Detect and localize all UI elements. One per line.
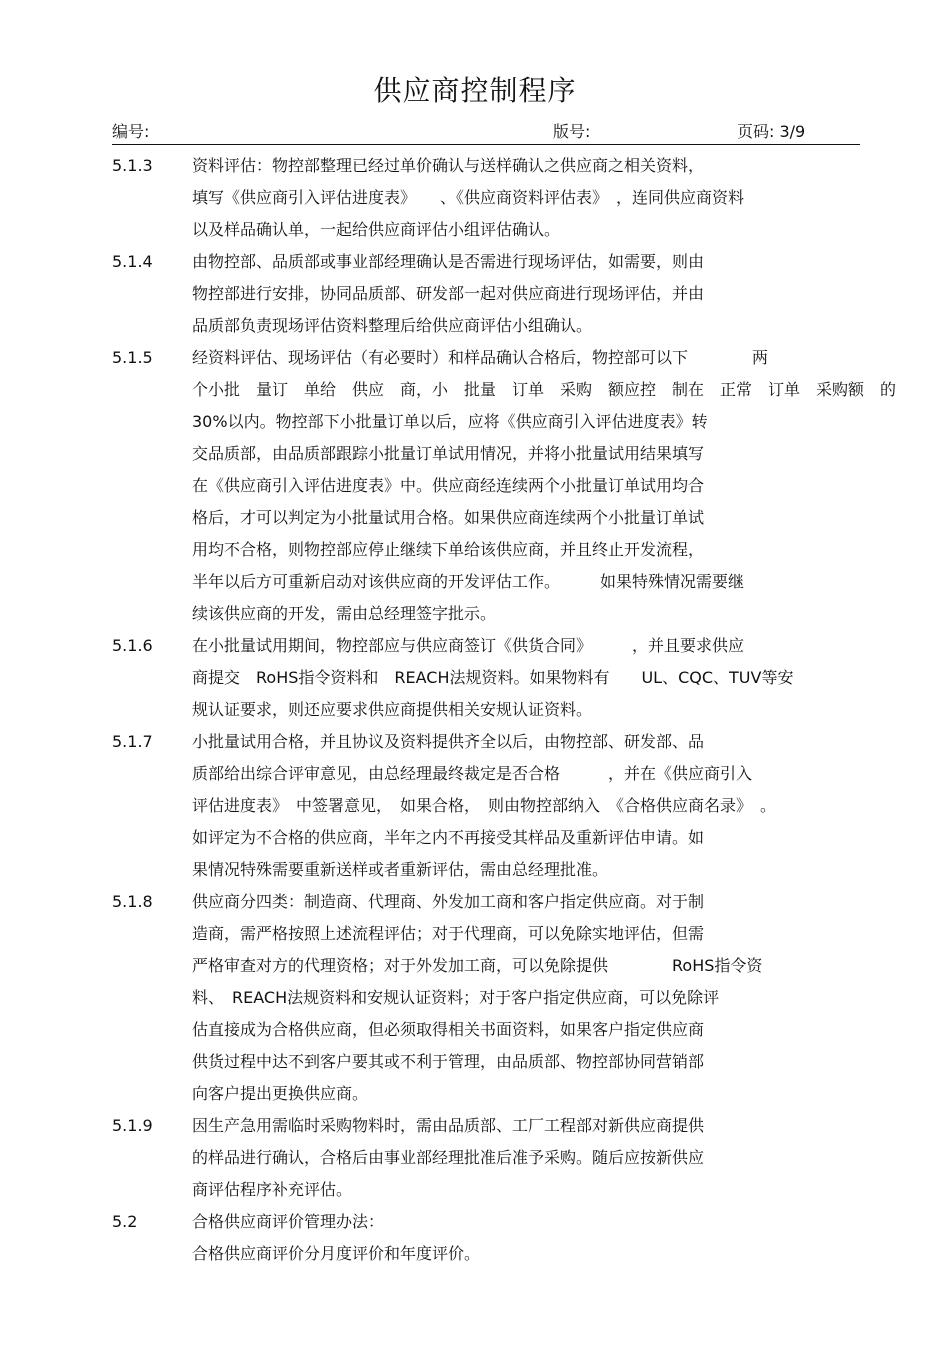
- text-line: 商评估程序补充评估。: [192, 1180, 353, 1199]
- text-line: 在小批量试用期间，物控部应与供应商签订《供货合同》 ，并且要求供应: [192, 636, 745, 655]
- section-number: 5.1.5: [112, 348, 153, 367]
- section-number: 5.1.8: [112, 892, 153, 911]
- text-line: 果情况特殊需要重新送样或者重新评估，需由总经理批准。: [192, 860, 609, 879]
- text-line: 用均不合格，则物控部应停止继续下单给该供应商，并且终止开发流程，: [192, 540, 705, 559]
- section-text: [192, 726, 862, 886]
- text-line: 因生产急用需临时采购物料时，需由品质部、工厂工程部对新供应商提供: [192, 1116, 705, 1135]
- text-line: 品质部负责现场评估资料整理后给供应商评估小组确认。: [192, 316, 593, 335]
- section-number: 5.1.9: [112, 1116, 153, 1135]
- text-line: 评估进度表》 中签署意见， 如果合格， 则由物控部纳入 《合格供应商名录》 。: [192, 796, 777, 815]
- text-line: 合格供应商评价管理办法：: [192, 1212, 385, 1231]
- section-text: [192, 630, 862, 726]
- page-number-label: 页码: 3/9: [737, 122, 806, 141]
- text-line: 严格审查对方的代理资格；对于外发加工商，可以免除提供 RoHS指令资: [192, 956, 763, 975]
- document-header: [112, 120, 860, 145]
- text-line: 以及样品确认单，一起给供应商评估小组评估确认。: [192, 220, 561, 239]
- section-text: [192, 150, 862, 246]
- text-line: 供货过程中达不到客户要其或不利于管理，由品质部、物控部协同营销部: [192, 1052, 705, 1071]
- text-line: 物控部进行安排，协同品质部、研发部一起对供应商进行现场评估，并由: [192, 284, 705, 303]
- section-number: 5.1.4: [112, 252, 153, 271]
- text-line: 料、 REACH法规资料和安规认证资料；对于客户指定供应商，可以免除评: [192, 988, 720, 1007]
- section-text: [192, 1206, 862, 1270]
- text-line: 在《供应商引入评估进度表》中。供应商经连续两个小批量订单试用均合: [192, 476, 705, 495]
- text-line: 个小批 量订 单给 供应 商，小 批量 订单 采购 额应控 制在 正常 订单 采购额 的: [192, 380, 897, 399]
- document-number-label: 编号:: [112, 122, 150, 141]
- section-text: [192, 342, 897, 630]
- text-line: 格后，才可以判定为小批量试用合格。如果供应商连续两个小批量订单试: [192, 508, 705, 527]
- text-line: 交品质部，由品质部跟踪小批量订单试用情况，并将小批量试用结果填写: [192, 444, 705, 463]
- version-label: 版号:: [553, 122, 591, 141]
- text-line: 供应商分四类：制造商、代理商、外发加工商和客户指定供应商。对于制: [192, 892, 705, 911]
- text-line: 商提交 RoHS指令资料和 REACH法规资料。如果物料有 UL、CQC、TUV等安: [192, 668, 794, 687]
- section-number: 5.2: [112, 1212, 138, 1231]
- section-number: 5.1.6: [112, 636, 153, 655]
- text-line: 小批量试用合格，并且协议及资料提供齐全以后，由物控部、研发部、品: [192, 732, 705, 751]
- text-line: 资料评估：物控部整理已经过单价确认与送样确认之供应商之相关资料，: [192, 156, 705, 175]
- text-line: 如评定为不合格的供应商，半年之内不再接受其样品及重新评估申请。如: [192, 828, 705, 847]
- text-line: 估直接成为合格供应商，但必须取得相关书面资料，如果客户指定供应商: [192, 1020, 705, 1039]
- text-line: 半年以后方可重新启动对该供应商的开发评估工作。 如果特殊情况需要继: [192, 572, 745, 591]
- text-line: 续该供应商的开发，需由总经理签字批示。: [192, 604, 497, 623]
- section-number: 5.1.7: [112, 732, 153, 751]
- text-line: 造商，需严格按照上述流程评估；对于代理商，可以免除实地评估，但需: [192, 924, 705, 943]
- text-line: 的样品进行确认，合格后由事业部经理批准后准予采购。随后应按新供应: [192, 1148, 705, 1167]
- text-line: 30%以内。物控部下小批量订单以后，应将《供应商引入评估进度表》转: [192, 412, 708, 431]
- text-line: 经资料评估、现场评估（有必要时）和样品确认合格后，物控部可以下 两: [192, 348, 769, 367]
- text-line: 规认证要求，则还应要求供应商提供相关安规认证资料。: [192, 700, 593, 719]
- text-line: 合格供应商评价分月度评价和年度评价。: [192, 1244, 481, 1263]
- section-number: 5.1.3: [112, 156, 153, 175]
- section-text: [192, 886, 862, 1110]
- text-line: 向客户提出更换供应商。: [192, 1084, 369, 1103]
- document-title: 供应商控制程序: [373, 74, 577, 107]
- section-text: [192, 1110, 862, 1206]
- text-line: 质部给出综合评审意见，由总经理最终裁定是否合格 ，并在《供应商引入: [192, 764, 753, 783]
- text-line: 由物控部、品质部或事业部经理确认是否需进行现场评估，如需要，则由: [192, 252, 705, 271]
- text-line: 填写《供应商引入评估进度表》 、《供应商资料评估表》 ，连同供应商资料: [192, 188, 745, 207]
- section-text: [192, 246, 862, 342]
